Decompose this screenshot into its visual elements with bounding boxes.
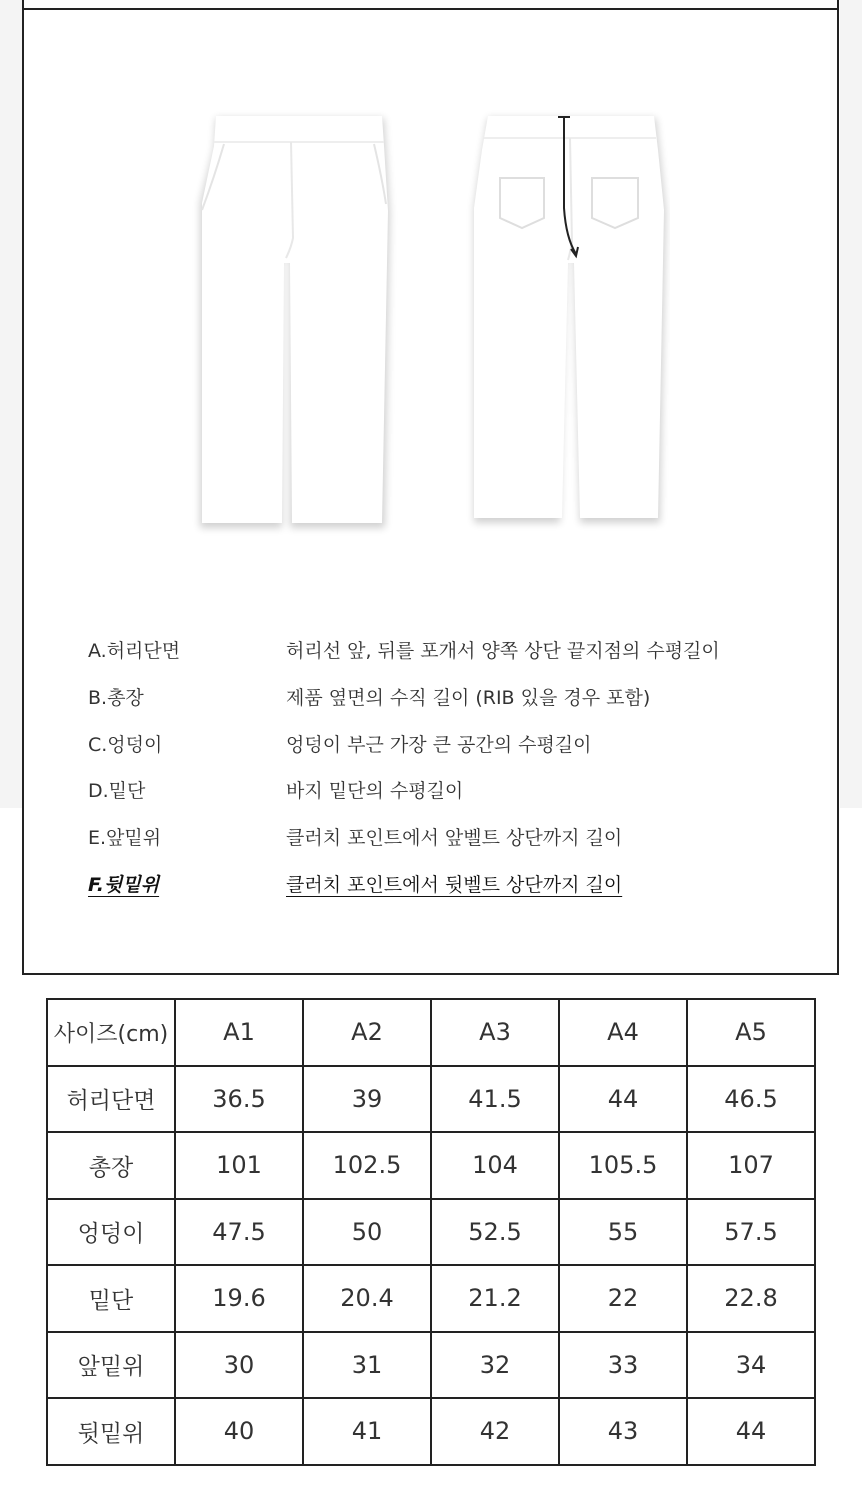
table-cell: 36.5 [175, 1066, 303, 1133]
background-shade-right [840, 0, 862, 808]
size-table-container [46, 998, 816, 1466]
legend-item-e [88, 823, 788, 870]
table-row [47, 1199, 815, 1266]
legend-item-f [88, 870, 788, 917]
table-cell: 30 [175, 1332, 303, 1399]
table-row-label: 앞밑위 [47, 1332, 175, 1399]
table-header-cell: A1 [175, 999, 303, 1066]
legend-item-c [88, 730, 788, 777]
table-cell: 22 [559, 1265, 687, 1332]
table-cell: 107 [687, 1132, 815, 1199]
size-table [46, 998, 816, 1466]
table-cell: 31 [303, 1332, 431, 1399]
panel-top-border [22, 8, 839, 10]
table-header-row [47, 999, 815, 1066]
table-cell: 57.5 [687, 1199, 815, 1266]
table-header-cell: A5 [687, 999, 815, 1066]
legend-key: C.엉덩이 [88, 733, 163, 756]
table-row [47, 1332, 815, 1399]
legend-item-a [88, 636, 788, 683]
table-header-cell: 사이즈(cm) [47, 999, 175, 1066]
table-cell: 21.2 [431, 1265, 559, 1332]
pants-front-icon [200, 116, 390, 528]
legend-key: D.밑단 [88, 780, 146, 803]
table-header-cell: A4 [559, 999, 687, 1066]
table-cell: 41 [303, 1398, 431, 1465]
table-cell: 101 [175, 1132, 303, 1199]
table-cell: 42 [431, 1398, 559, 1465]
table-cell: 33 [559, 1332, 687, 1399]
legend-key: F.뒷밑위 [88, 873, 160, 896]
table-row-label: 총장 [47, 1132, 175, 1199]
table-row [47, 1066, 815, 1133]
table-row [47, 1265, 815, 1332]
legend-description: 제품 옆면의 수직 길이 (RIB 있을 경우 포함) [286, 686, 651, 709]
table-row-label: 뒷밑위 [47, 1398, 175, 1465]
legend-key: B.총장 [88, 686, 144, 709]
pants-back-icon [474, 116, 666, 523]
pants-illustrations [190, 108, 670, 538]
table-cell: 105.5 [559, 1132, 687, 1199]
table-cell: 52.5 [431, 1199, 559, 1266]
legend-key: E.앞밑위 [88, 827, 162, 850]
table-cell: 104 [431, 1132, 559, 1199]
table-row-label: 허리단면 [47, 1066, 175, 1133]
table-row [47, 1398, 815, 1465]
legend-description: 클러치 포인트에서 앞벨트 상단까지 길이 [286, 827, 623, 850]
table-row [47, 1132, 815, 1199]
legend-description: 엉덩이 부근 가장 큰 공간의 수평길이 [286, 733, 592, 756]
table-cell: 46.5 [687, 1066, 815, 1133]
pants-diagram [190, 108, 670, 538]
table-cell: 40 [175, 1398, 303, 1465]
table-cell: 55 [559, 1199, 687, 1266]
table-header-cell: A2 [303, 999, 431, 1066]
table-cell: 102.5 [303, 1132, 431, 1199]
legend-description: 바지 밑단의 수평길이 [286, 780, 464, 803]
legend-key: A.허리단면 [88, 640, 181, 662]
table-row-label: 밑단 [47, 1265, 175, 1332]
legend-item-b [88, 683, 788, 730]
background-shade-left [0, 0, 22, 808]
table-header-cell: A3 [431, 999, 559, 1066]
table-cell: 41.5 [431, 1066, 559, 1133]
table-cell: 20.4 [303, 1265, 431, 1332]
table-cell: 32 [431, 1332, 559, 1399]
table-cell: 44 [559, 1066, 687, 1133]
table-cell: 22.8 [687, 1265, 815, 1332]
table-cell: 43 [559, 1398, 687, 1465]
table-cell: 19.6 [175, 1265, 303, 1332]
table-row-label: 엉덩이 [47, 1199, 175, 1266]
table-cell: 39 [303, 1066, 431, 1133]
table-cell: 47.5 [175, 1199, 303, 1266]
table-cell: 50 [303, 1199, 431, 1266]
legend-description: 클러치 포인트에서 뒷벨트 상단까지 길이 [286, 873, 623, 896]
table-cell: 34 [687, 1332, 815, 1399]
legend-description: 허리선 앞, 뒤를 포개서 양쪽 상단 끝지점의 수평길이 [286, 640, 720, 662]
table-cell: 44 [687, 1398, 815, 1465]
legend-item-d [88, 776, 788, 823]
measurement-legend [88, 636, 788, 917]
